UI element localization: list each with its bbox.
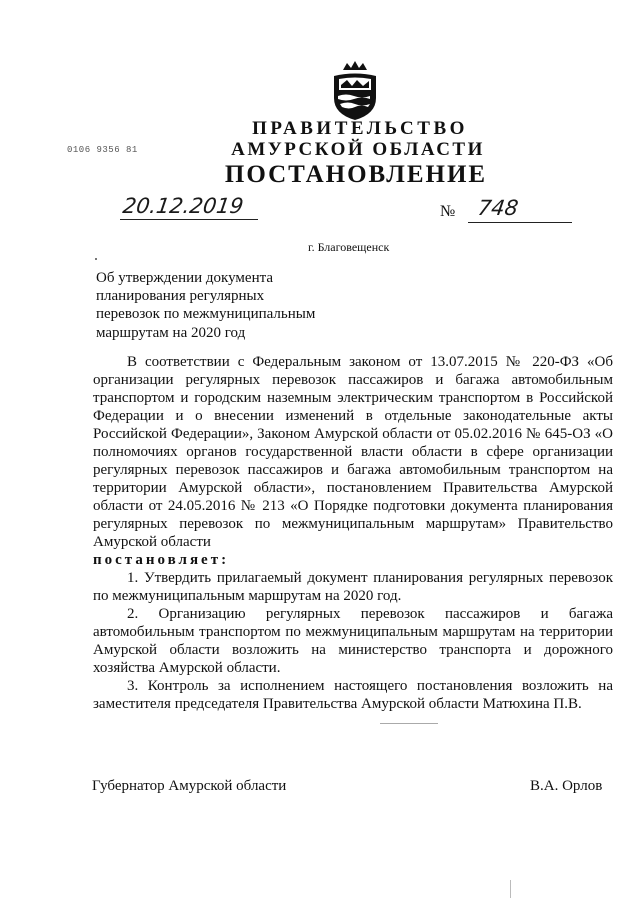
number-underline [468,222,572,223]
document-type-title: ПОСТАНОВЛЕНИЕ [224,161,488,188]
date-underline [120,219,258,220]
document-number: 748 [476,196,520,220]
amur-coat-of-arms-icon [330,60,380,122]
government-name: ПРАВИТЕЛЬСТВО [252,118,468,139]
document-body [93,353,613,713]
resolution-item-3: 3. Контроль за исполнением настоящего постановления возложить на заместителя председателя Правительства Амурской области Матюхина П.В. [93,678,613,712]
number-label: № [440,203,456,220]
city-name: г. Благовещенск [308,240,390,254]
resolution-item-1: 1. Утвердить прилагаемый документ планирования регулярных перевозок по межмуниципальным маршрутам на 2020 год. [93,570,613,604]
subject-line: маршрутам на 2020 год [96,324,246,341]
document-date: 20.12.2019 [121,194,245,218]
subject-line: планирования регулярных [96,288,265,305]
subject-line: Об утверждении документа [96,270,273,286]
document-subject [96,269,315,342]
signatory-name: В.А. Орлов [530,778,603,794]
resolution-item-2: 2. Организацию регулярных перевозок пассажиров и багажа автомобильным транспортом по межмуниципальным маршрутам на территории Амурской области возложить на министерство транспорта и дорожного хозяйства Амурской области. [93,606,613,676]
signatory-position: Губернатор Амурской области [92,778,287,794]
subject-line: перевозок по межмуниципальным [96,306,316,323]
scan-mark [95,258,97,260]
region-name: АМУРСКОЙ ОБЛАСТИ [231,139,485,160]
registration-stamp-number: 0106 9356 81 [67,145,138,155]
resolves-heading: постановляет: [93,552,230,568]
scan-mark [380,723,438,724]
scan-mark [510,880,511,898]
preamble-paragraph: В соответствии с Федеральным законом от 13.07.2015 № 220-ФЗ «Об организации регулярных перевозок пассажиров и багажа автомобильным транспортом и городским наземным электрическим транспортом в Российской Федерации и о внесении изменений в отдельные законодательные акты Российской Федерации», Законом Амурской области от 05.02.2016 № 645-ОЗ «О полномочиях органов государственной власти области в сфере организации регулярных перевозок пассажиров и багажа автомобильным транспортом на территории Амурской области», постановлением Правительства Амурской области от 24.05.2016 № 213 «О Порядке подготовки документа планирования регулярных перевозок по межмуниципальным маршрутам» Правительство Амурской области [93,354,613,550]
